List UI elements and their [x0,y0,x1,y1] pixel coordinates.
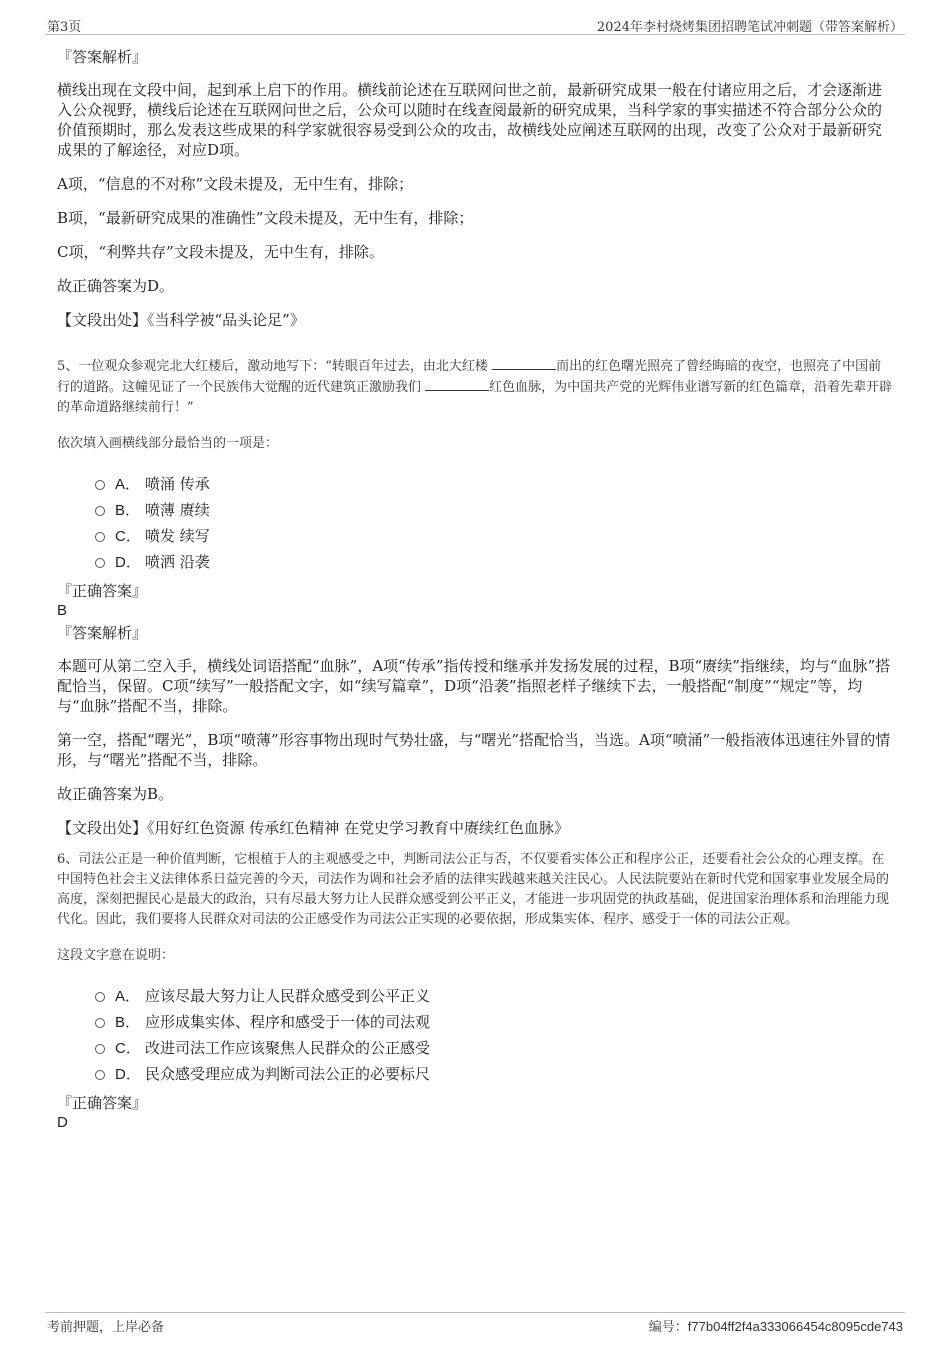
page-header [45,14,905,35]
option-a[interactable]: A． 应该尽最大努力让人民群众感受到公平正义 [95,982,893,1008]
main-content [57,46,893,1132]
blank-2 [425,377,489,391]
question-stem: 5、一位观众参观完北大红楼后，激动地写下：“转眼百年过去，由北大红楼 而出的红色曙光照亮了曾经晦暗的夜空，也照亮了中国前行的道路。这幢见证了一个民族伟大觉醒的近代建筑正激励我们 红色血脉，为中国共产党的光辉伟业谱写新的红色篇章，沿着先辈开辟的革命道路继续前行！” [57,356,893,418]
analysis-paragraph: 本题可从第二空入手，横线处词语搭配“血脉”，A项“传承”指传授和继承并发扬发展的过程，B项“赓续”指继续，均与“血脉”搭配恰当，保留。C项“续写”一般搭配文字，如“续写篇章”，D项“沿袭”指照老样子继续下去，一般搭配“制度”“规定”等，均与“血脉”搭配不当，排除。 [57,657,891,715]
footer-slogan: 考前押题，上岸必备 [47,1320,165,1335]
option-c[interactable]: C． 喷发 续写 [95,522,893,548]
prev-question-analysis [57,46,893,330]
document-id: 编号：f77b04ff2f4a333066454c8095cde743 [648,1319,903,1334]
radio-icon[interactable] [95,992,105,1002]
radio-icon[interactable] [95,532,105,542]
option-list [95,470,893,574]
document-title: 2024年李村烧烤集团招聘笔试冲刺题（带答案解析） [596,20,903,35]
radio-icon[interactable] [95,480,105,490]
analysis-paragraph: A项，“信息的不对称”文段未提及，无中生有，排除； [57,175,414,193]
answer-summary: 故正确答案为D。 [57,277,175,295]
option-b[interactable]: B． 喷薄 赓续 [95,496,893,522]
option-b[interactable]: B． 应形成集实体、程序和感受于一体的司法观 [95,1008,893,1034]
option-c[interactable]: C． 改进司法工作应该聚焦人民群众的公正感受 [95,1034,893,1060]
correct-answer-label: 『正确答案』 [57,582,148,600]
radio-icon[interactable] [95,506,105,516]
analysis-paragraph: 第一空，搭配“曙光”，B项“喷薄”形容事物出现时气势壮盛，与“曙光”搭配恰当，当选。A项“喷涌”一般指液体迅速往外冒的情形，与“曙光”搭配不当，排除。 [57,731,891,769]
correct-answer: B [57,602,68,619]
radio-icon[interactable] [95,1018,105,1028]
page-number: 第3页 [47,20,82,35]
question-prompt: 这段文字意在说明： [57,948,175,963]
radio-icon[interactable] [95,1044,105,1054]
analysis-paragraph: C项，“利弊共存”文段未提及，无中生有，排除。 [57,243,384,261]
correct-answer-label: 『正确答案』 [57,1094,148,1112]
correct-answer: D [57,1114,68,1131]
radio-icon[interactable] [95,558,105,568]
source-citation: 【文段出处】《当科学被“品头论足”》 [57,311,305,329]
blank-1 [492,356,556,370]
radio-icon[interactable] [95,1070,105,1080]
question-6 [57,850,893,1132]
question-5 [57,356,893,838]
question-stem: 6、司法公正是一种价值判断，它根植于人的主观感受之中，判断司法公正与否，不仅要看实体公正和程序公正，还要看社会公众的心理支撑。在中国特色社会主义法律体系日益完善的今天，司法作为调和社会矛盾的法律实践越来越关注民心。人民法院要站在新时代党和国家事业发展全局的高度，深刻把握民心是最大的政治，只有尽最大努力让人民群众感受到公平正义，才能进一步巩固党的执政基础，促进国家治理体系和治理能力现代化。因此，我们要将人民群众对司法的公正感受作为司法公正实现的必要依据，形成集实体、程序、感受于一体的司法公正观。 [57,852,890,927]
option-a[interactable]: A． 喷涌 传承 [95,470,893,496]
analysis-label: 『答案解析』 [57,624,148,642]
source-citation: 【文段出处】《用好红色资源 传承红色精神 在党史学习教育中赓续红色血脉》 [57,819,570,837]
option-d[interactable]: D． 民众感受理应成为判断司法公正的必要标尺 [95,1060,893,1086]
analysis-paragraph: B项，“最新研究成果的准确性”文段未提及，无中生有，排除； [57,209,474,227]
analysis-label: 『答案解析』 [57,48,148,66]
page-footer [45,1312,905,1335]
option-d[interactable]: D． 喷洒 沿袭 [95,548,893,574]
answer-summary: 故正确答案为B。 [57,785,174,803]
option-list [95,982,893,1086]
question-prompt: 依次填入画横线部分最恰当的一项是： [57,436,279,451]
analysis-paragraph: 横线出现在文段中间，起到承上启下的作用。横线前论述在互联网问世之前，最新研究成果一般在付诸应用之后，才会逐渐进入公众视野，横线后论述在互联网问世之后，公众可以随时在线查阅最新的研究成果，当科学家的事实描述不符合部分公众的价值预期时，那么发表这些成果的科学家就很容易受到公众的攻击，故横线处应阐述互联网的出现，改变了公众对于最新研究成果的了解途径，对应D项。 [57,81,883,159]
